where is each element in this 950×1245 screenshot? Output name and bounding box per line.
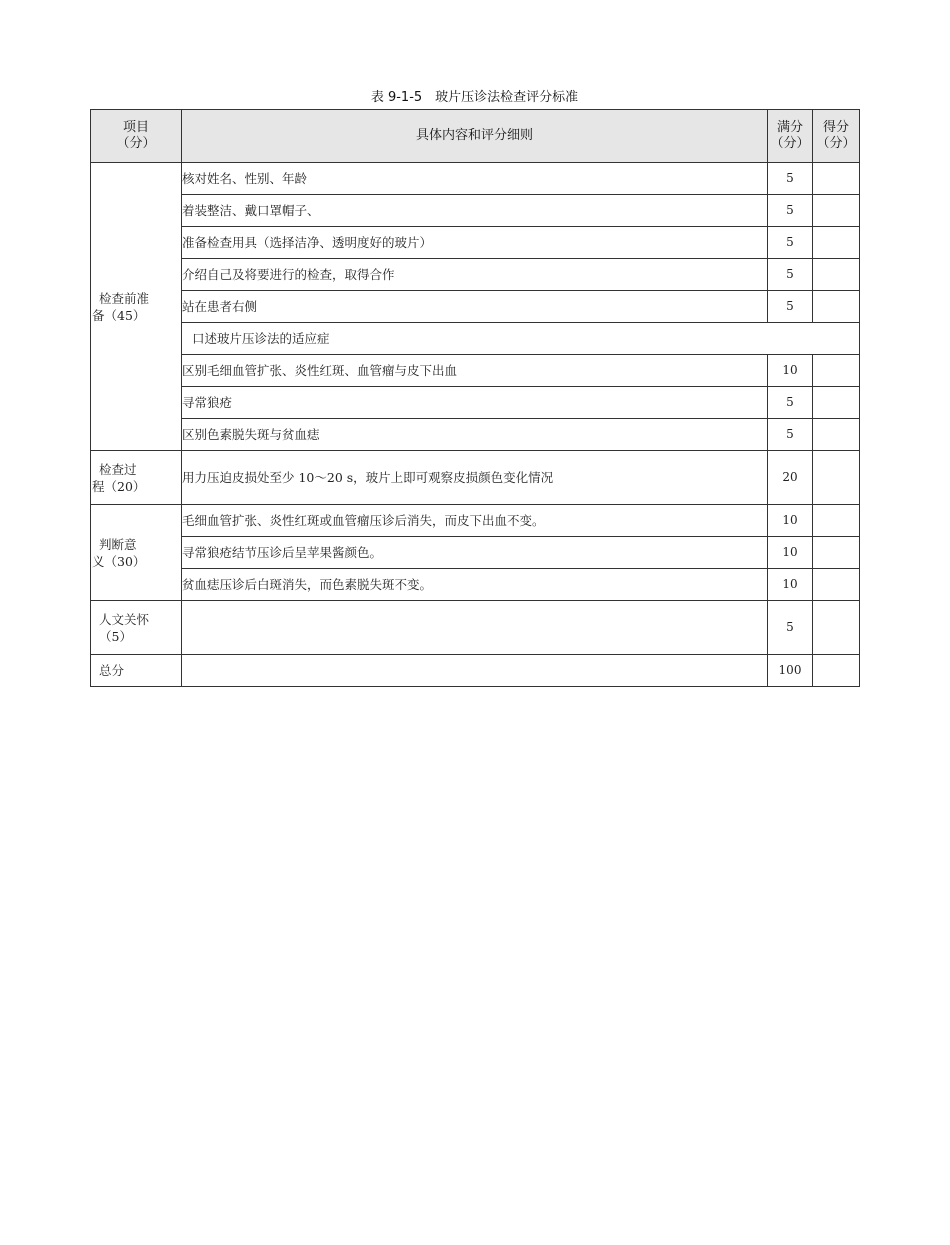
row-full-score: 5 (768, 195, 813, 227)
row-content: 介绍自己及将要进行的检查，取得合作 (182, 259, 768, 291)
section-label-prep (91, 163, 182, 451)
row-content: 寻常狼疮结节压诊后呈苹果酱颜色。 (182, 537, 768, 569)
header-full-line2: （分） (770, 136, 810, 151)
row-full-score: 5 (768, 259, 813, 291)
row-content: 准备检查用具（选择洁净、透明度好的玻片） (182, 227, 768, 259)
row-got-score (813, 195, 860, 227)
row-full-score: 5 (768, 163, 813, 195)
header-item-line2: （分） (116, 136, 156, 151)
section-label-line2: 备（45） (92, 307, 146, 323)
row-got-score (813, 227, 860, 259)
header-got-line1: 得分 (822, 120, 849, 135)
header-content: 具体内容和评分细则 (182, 110, 768, 163)
row-content: 着装整洁、戴口罩帽子、 (182, 195, 768, 227)
table-row (91, 419, 860, 451)
table-row (91, 355, 860, 387)
section-label-line1: 判断意 (99, 536, 137, 552)
row-got-score (813, 601, 860, 655)
header-row (91, 110, 860, 163)
row-full-score: 5 (768, 291, 813, 323)
row-got-score (813, 537, 860, 569)
table-row (91, 387, 860, 419)
row-full-score: 10 (768, 355, 813, 387)
table-row (91, 601, 860, 655)
section-label-line2: 义（30） (92, 553, 146, 569)
row-got-score (813, 163, 860, 195)
section-label-line1: 检查过 (99, 461, 137, 477)
table-row (91, 291, 860, 323)
table-row (91, 451, 860, 505)
row-full-score: 10 (768, 537, 813, 569)
row-got-score (813, 419, 860, 451)
row-full-score: 5 (768, 601, 813, 655)
row-content: 贫血痣压诊后白斑消失，而色素脱失斑不变。 (182, 569, 768, 601)
row-full-score: 5 (768, 387, 813, 419)
header-got-score (813, 110, 860, 163)
section-label-line1: 人文关怀 (99, 611, 150, 627)
row-got-score (813, 569, 860, 601)
header-item (91, 110, 182, 163)
row-content: 站在患者右侧 (182, 291, 768, 323)
row-got-score (813, 387, 860, 419)
row-got-score (813, 259, 860, 291)
row-content: 口述玻片压诊法的适应症 (182, 323, 860, 355)
row-content (182, 655, 768, 687)
row-got-score (813, 291, 860, 323)
row-content (182, 601, 768, 655)
row-got-score (813, 451, 860, 505)
row-full-score: 10 (768, 505, 813, 537)
section-label-line2: 程（20） (92, 478, 146, 494)
header-item-line1: 项目 (122, 120, 149, 135)
row-full-score: 20 (768, 451, 813, 505)
row-content: 核对姓名、性别、年龄 (182, 163, 768, 195)
section-label-line1: 检查前准 (99, 290, 150, 306)
row-content: 寻常狼疮 (182, 387, 768, 419)
header-full-line1: 满分 (776, 120, 803, 135)
table-row-subheading (91, 323, 860, 355)
row-full-score: 100 (768, 655, 813, 687)
row-content: 毛细血管扩张、炎性红斑或血管瘤压诊后消失，而皮下出血不变。 (182, 505, 768, 537)
scoring-table (90, 109, 860, 687)
header-full-score (768, 110, 813, 163)
section-label-process (91, 451, 182, 505)
table-row (91, 195, 860, 227)
row-full-score: 5 (768, 419, 813, 451)
header-got-line2: （分） (816, 136, 856, 151)
table-row (91, 163, 860, 195)
row-full-score: 10 (768, 569, 813, 601)
section-label-care (91, 601, 182, 655)
row-content: 区别色素脱失斑与贫血痣 (182, 419, 768, 451)
row-full-score: 5 (768, 227, 813, 259)
row-got-score (813, 505, 860, 537)
row-content: 区别毛细血管扩张、炎性红斑、血管瘤与皮下出血 (182, 355, 768, 387)
section-label-total: 总分 (91, 655, 182, 687)
table-row (91, 227, 860, 259)
table-caption: 表 9-1-5 玻片压诊法检查评分标准 (370, 90, 579, 105)
row-content: 用力压迫皮损处至少 10～20 s，玻片上即可观察皮损颜色变化情况 (182, 451, 768, 505)
table-row (91, 537, 860, 569)
table-row-total (91, 655, 860, 687)
table-row (91, 259, 860, 291)
section-label-line2: （5） (99, 628, 132, 644)
section-label-judge (91, 505, 182, 601)
row-got-score (813, 655, 860, 687)
row-got-score (813, 355, 860, 387)
table-row (91, 505, 860, 537)
table-row (91, 569, 860, 601)
